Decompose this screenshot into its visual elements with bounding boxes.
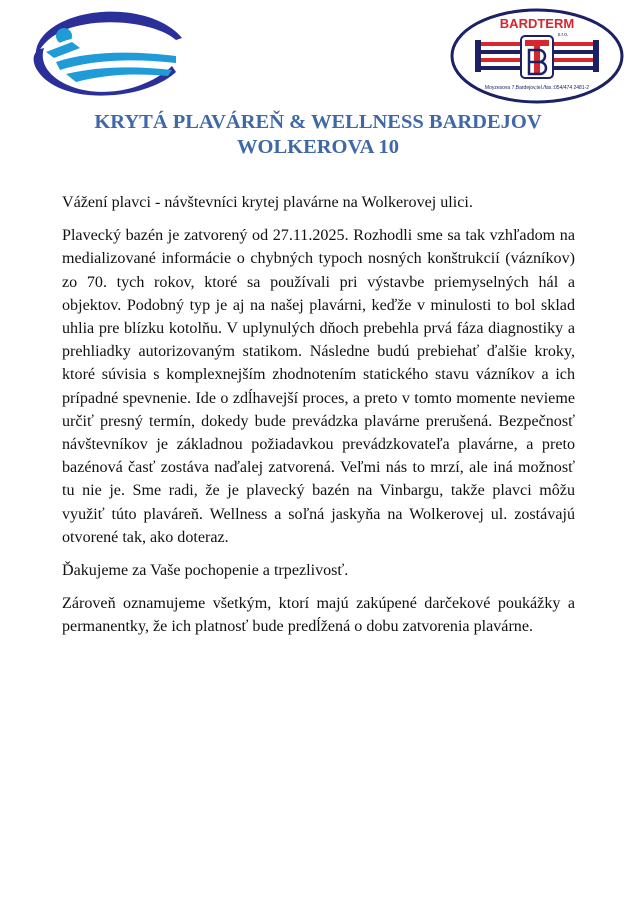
greeting-paragraph: Vážení plavci - návštevníci krytej plavárne na Wolkerovej ulici. <box>62 194 473 211</box>
swimmer-logo-icon <box>26 6 186 98</box>
bardterm-suffix: s.r.o. <box>557 32 569 38</box>
bardterm-logo-icon <box>449 6 625 106</box>
thanks-paragraph: Ďakujeme za Vaše pochopenie a trpezlivosť. <box>62 562 349 580</box>
bardterm-name: BARDTERM <box>499 16 575 31</box>
bardterm-address: Moyzesova 7,Bardejov,tel./fax.:054/474 2481-2 <box>484 85 590 91</box>
closure-paragraph: Plavecký bazén je zatvorený od 27.11.2025. Rozhodli sme sa tak vzhľadom na medializované informácie o chybných typoch nosných konštrukcií (vázníkov) zo 70. tych rokov, ktoré sa používali pri výstavbe priemyselných hál a objektov. Podobný typ je aj na našej plavárni, keďže v minulosti to bol sklad uhlia pre blízku kotolňu. V uplynulých dňoch prebehla prvá fáza diagnostiky a prehliadky autorizovaným statikom. Následne budú prebiehať ďalšie kroky, ktoré súvisia s komplexnejším zhodnotením statického stavu vázníkov a ich prípadné spevnenie. Ide o zdĺhavejší proces, a preto v tomto momente nevieme určiť presný termín, dokedy bude prevádzka plavárne prerušená. Bezpečnosť návštevníkov je základnou požiadavkou prevádzkovateľa plavárne, a preto bazénová časť zostáva naďalej zatvorená. Veľmi nás to mrzí, ale iná možnosť tu nie je. Sme radi, že je plavecký bazén na Vinbargu, takže plavci môžu využiť túto plaváreň. Wellness a soľná jaskyňa na Wolkerovej ul. zostávajú otvorené tak, ako doteraz. <box>62 227 575 546</box>
title-line-2: WOLKEROVA 10 <box>237 136 399 158</box>
page-title <box>0 110 636 160</box>
title-line-1: KRYTÁ PLAVÁREŇ & WELLNESS BARDEJOV <box>94 111 542 133</box>
notice-body <box>62 191 575 649</box>
voucher-paragraph: Zároveň oznamujeme všetkým, ktorí majú zakúpené darčekové poukážky a permanentky, že ich platnosť bude predĺžená o dobu zatvorenia plavárne. <box>62 595 575 636</box>
